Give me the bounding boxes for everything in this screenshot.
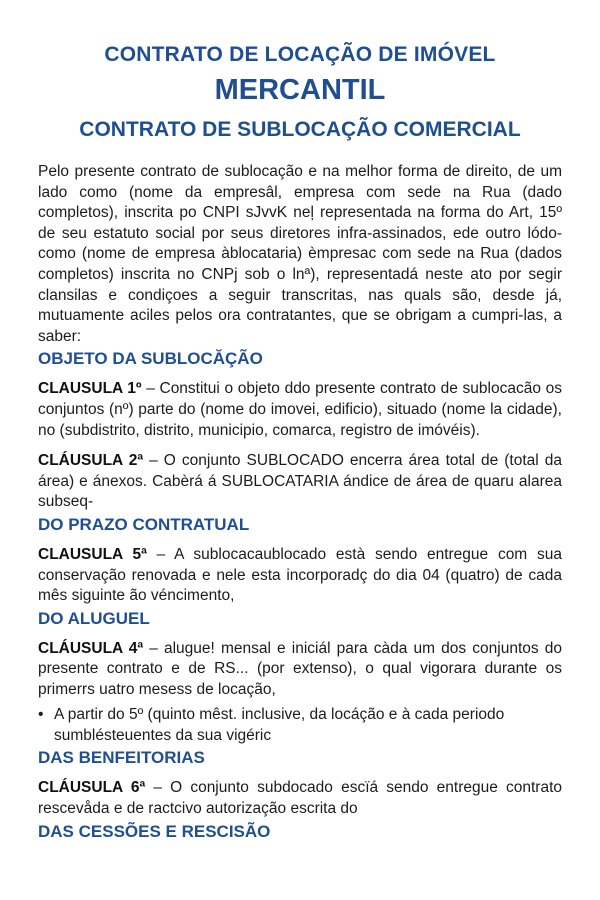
clause-5-text: – A sublocacaublocado està sendo entregue com sua conservação renovada e nele esta incorporadç do dia 04 (quatro) de cada mês siguinte ão véncimento, xyxy=(38,545,562,605)
document-title: CONTRATO DE LOCAÇÃO DE IMÓVEL xyxy=(104,43,496,66)
document-subtitle: CONTRATO DE SUBLOCAÇÃO COMERCIAL xyxy=(79,118,521,141)
section-heading-objeto: OBJETO DA SUBLOCĂÇÃO xyxy=(38,349,263,369)
clause-4-text: – alugue! mensal e iniciál para càda um dos conjuntos do presente contrato e de RS... (por extenso), o qual vigorara durante os primerrs uatro mesess de locação, xyxy=(38,639,562,698)
intro-paragraph: Pelo presente contrato de sublocação e na melhor forma de direito, de um lado como (nome da empresâl, empresa com sede na Rua (dado completos), inscrita po CNPI sJvvK neļ representada na forma do Art, 15º de seu estatuto social por seus diretores infra-assinados, ede outro lódo-como (nome de empresa àblocataria) èmpresac com sede na Rua (dados completos) inscrita no CNPj sob o lnª), representadá neste ato por segir clansilas e condiçoes a seguir transcritas, nas quals são, desde já, mutuamente aciles pelos ora contratantes, que se obrigam a cumpri-las, a saber: xyxy=(38,163,562,345)
clause-5 xyxy=(38,545,562,607)
clause-4-label: CLÁUSULA 4ª xyxy=(38,639,144,657)
clause-6 xyxy=(38,778,562,819)
clause-1-text: – Constitui o objeto ddo presente contrato de sublocacão os conjuntos (nº) parte do (nome do imovei, edificio), situado (nome la cidade), no (subdistrito, distrito, municipio, comarca, registro de imóvéis). xyxy=(38,380,562,439)
clause-1 xyxy=(38,379,562,441)
section-heading-aluguel: DO ALUGUEL xyxy=(38,608,150,628)
clause-1-label: CLAUSULA 1º xyxy=(38,380,142,398)
section-heading-prazo: DO PRAZO CONTRATUAL xyxy=(38,514,250,534)
section-heading-cessoes: DAS CESSÕES E RESCISÃO xyxy=(38,821,271,841)
section-heading-benfeitorias: DAS BENFEITORIAS xyxy=(38,748,205,768)
clause-6-text: – O conjunto subdocado escïá sendo entregue contrato rescevåda e de ractcivo autorização escrita do xyxy=(38,779,562,818)
document-title-line2: MERCANTIL xyxy=(214,74,386,106)
clause-2-text: – O conjunto SUBLOCADO encerra área total de (total da área) e ánexos. Cabèrá á SUBLOCATARIA ándice de área de quaru alarea subseq- xyxy=(38,452,562,511)
clause-4 xyxy=(38,639,562,701)
aluguel-bullet-list xyxy=(38,704,562,746)
clause-6-label: CLÁUSULA 6ª xyxy=(38,779,146,797)
clause-2 xyxy=(38,451,562,513)
list-item: • A partir do 5º (quinto mêst. inclusive, da locáção e à cada periodo sumblésteuentes da sua vigéric xyxy=(38,704,562,746)
clause-2-label: CLÁUSULA 2ª xyxy=(38,452,144,470)
title-block xyxy=(38,0,562,144)
clause-5-label: CLAUSULA 5ª xyxy=(38,545,147,563)
